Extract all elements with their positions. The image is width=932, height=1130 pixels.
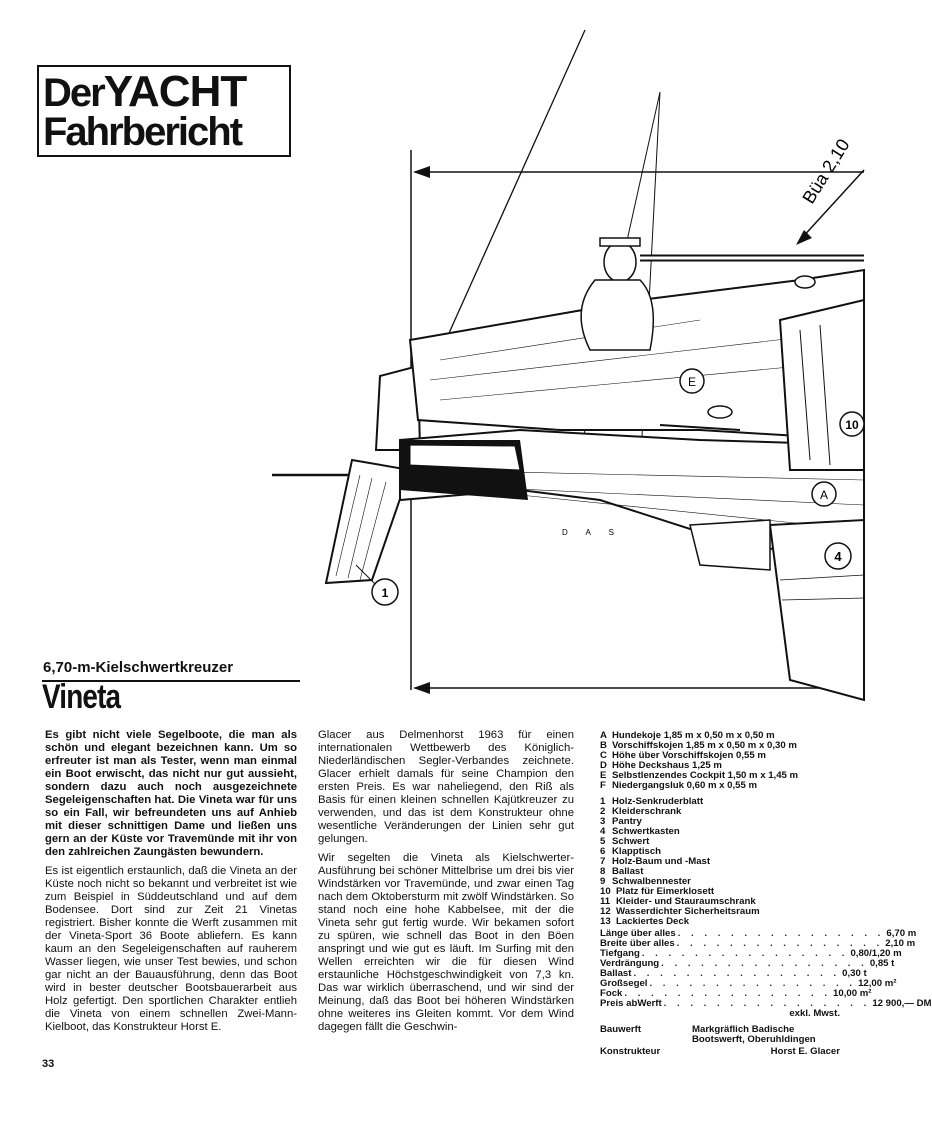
legend-key: 2 — [600, 806, 606, 817]
legend-text: Wasserdichter Sicherheitsraum — [616, 906, 760, 917]
legend-key: E — [600, 770, 607, 781]
legend-key: A — [600, 730, 607, 741]
legend-text: Holz-Senkruderblatt — [612, 796, 704, 807]
article-title: Vineta — [42, 678, 121, 716]
data-label: Preis abWerft — [600, 998, 662, 1009]
keel — [770, 520, 864, 700]
data-value: 12,00 m² — [858, 978, 897, 989]
svg-text:10: 10 — [845, 418, 859, 432]
dot-leader: . . . . . . . . . . . . . . . . — [624, 988, 832, 999]
data-label: Großsegel — [600, 978, 648, 989]
legend-key: 12 — [600, 906, 611, 917]
svg-text:1: 1 — [381, 586, 389, 600]
legend-key: 1 — [600, 796, 606, 807]
arrow-diagonal — [796, 230, 812, 245]
arrow-left-top — [413, 166, 430, 178]
konstrukteur-value: Horst E. Glacer — [770, 1046, 840, 1057]
price-note: exkl. Mwst. — [789, 1008, 840, 1019]
legend-key: 13 — [600, 916, 611, 927]
konstrukteur-label: Konstrukteur — [600, 1046, 661, 1057]
legend-text: Höhe über Vorschiffskojen 0,55 m — [612, 750, 766, 761]
data-value: 0,85 t — [869, 958, 895, 969]
text-column-1 — [45, 729, 297, 1040]
helmsman-head — [604, 242, 636, 282]
data-value: 2,10 m — [885, 938, 916, 949]
dot-leader: . . . . . . . . . . . . . . . . — [663, 998, 871, 1009]
dimension-label: Büa 2,10 — [798, 135, 854, 208]
logo-fahrbericht: Fahrbericht — [43, 110, 242, 154]
legend-key: 7 — [600, 856, 606, 867]
callout-a — [812, 482, 836, 506]
legend-numbers — [600, 797, 840, 927]
legend-text: Ballast — [612, 866, 644, 877]
arrow-left-bottom — [413, 682, 430, 694]
data-value: 6,70 m — [886, 928, 917, 939]
legend-text: Platz für Eimerklosett — [616, 886, 715, 897]
legend-key: 3 — [600, 816, 606, 827]
legend-text: Pantry — [612, 816, 642, 827]
svg-text:E: E — [687, 375, 697, 389]
svg-text:4: 4 — [834, 549, 842, 564]
data-label: Breite über alles — [600, 938, 675, 949]
body-paragraph-2: Glacer aus Delmenhorst 1963 für einen internationalen Wettbewerb des Königlich-Niederländischen Segler-Verbandes zeichnete. Glacer erhielt damals für seine Champion den ersten Preis. Es war naheliegend, den Riß als Basis für einen kleinen schnellen Kajütkreuzer zu verwenden, und das ist dem Konstrukteur ohne wesentliche Veränderungen der Linien sehr gut gelungen. — [318, 729, 574, 845]
logo-yacht: YACHT — [103, 67, 247, 116]
legend-letters — [600, 731, 840, 791]
body-paragraph-3: Wir segelten die Vineta als Kielschwerter-Ausführung bei schöner Mittelbrise um drei bis vier Windstärken vor Travemünde, und zwar einen Tag nach dem Oktobersturm mit zwölf Windstärken. So stand noch eine hohe Kabbelsee, mit der die Vineta sehr gut fertig wurde. Wir bekamen sofort zu spüren, wie schnell das Boot in den Böen anspringt und wie gut es läuft. Im Surfing mit den Wellen erreichten wir die für diesen Wind erstaunliche Höchstgeschwindigkeit von 7,3 kn. Das war wirklich überraschend, und wir sind der Meinung, daß das Boot bei höheren Windstärken ohne weiteres ins Gleiten kommt. Vor dem Wind dagegen fällt die Geschwin- — [318, 852, 574, 1033]
legend-key: C — [600, 750, 607, 761]
data-label: Verdrängung — [600, 958, 660, 969]
data-value: 12 900,— DM — [872, 998, 932, 1009]
body-paragraph: Es ist eigentlich erstaunlich, daß die Vineta an der Küste noch nicht so bekannt und verbreitet ist wie zum Beispiel in Süddeutschland und auf dem Bodensee. Dort sind zur Zeit 21 Vinetas registriert. Bisher konnte die Werft zusammen mit der Vineta-Sport 36 Boote abliefern. Es kann kaum an den Segeleigenschaften auf rauherem Wasser liegen, wie unser Test bewies, und schon gar nicht an der Bauausführung, denn das Boot wird in bester deutscher Bootsbauerarbeit aus Holz gefertigt. Den sportlichen Charakter entlieh die Vineta von einem schnellen Zwei-Mann-Kielboot, das Konstrukteur Horst E. — [45, 865, 297, 1033]
spec-list — [600, 730, 932, 1057]
svg-text:A: A — [819, 488, 829, 502]
data-label: Tiefgang — [600, 948, 640, 959]
data-value: 0,30 t — [842, 968, 867, 979]
legend-text: Lackiertes Deck — [616, 916, 690, 927]
legend-text: Niedergangsluk 0,60 m x 0,55 m — [612, 780, 758, 791]
lead-paragraph: Es gibt nicht viele Segelboote, die man als schön und elegant bezeichnen kann. Um so erfreuter ist man als Tester, wenn man einmal ein Boot erwischt, das nicht nur gut aussieht, sondern dazu auch noch ausgezeichnete Segeleigenschaften hat. Die Vineta war für uns so ein Fall, wir befreundeten uns auf Anhieb mit dieser schnittigen Dame und ließen uns gern an der Küste vor Travemünde mit ihr von den zahlreichen Zaungästen bewundern. — [45, 729, 297, 858]
legend-key: 9 — [600, 876, 606, 887]
dot-leader: . . . . . . . . . . . . . . . . — [633, 968, 841, 979]
text-column-2 — [318, 729, 574, 1040]
page-number: 33 — [42, 1058, 55, 1070]
callout-e — [680, 369, 704, 393]
legend-key: 11 — [600, 896, 611, 907]
legend-key: 5 — [600, 836, 606, 847]
legend-key: B — [600, 740, 607, 751]
legend-item — [600, 781, 840, 791]
bauwerft-label: Bauwerft — [600, 1024, 642, 1035]
legend-text: Höhe Deckshaus 1,25 m — [612, 760, 722, 771]
tiller-fitting — [708, 406, 732, 418]
legend-key: 6 — [600, 846, 606, 857]
article-subtitle: 6,70-m-Kielschwertkreuzer — [43, 659, 234, 676]
dot-leader: . . . . . . . . . . . . . . . . — [641, 948, 849, 959]
helmsman-body — [581, 280, 653, 350]
legend-text: Kleider- und Stauraumschrank — [616, 896, 756, 907]
legend-key: 10 — [600, 886, 611, 897]
dot-leader: . . . . . . . . . . . . . . . . — [661, 958, 868, 969]
callout-4 — [825, 543, 851, 569]
cap — [600, 238, 640, 246]
legend-text: Schwert — [612, 836, 650, 847]
data-value: 0,80/1,20 m — [850, 948, 902, 959]
logo-der: Der — [43, 71, 104, 115]
bauwerft-row — [600, 1025, 840, 1045]
legend-text: Holz-Baum und -Mast — [612, 856, 711, 867]
legend-item — [600, 917, 840, 927]
winch — [795, 276, 815, 288]
legend-key: F — [600, 780, 606, 791]
callout-1 — [356, 565, 398, 605]
legend-key: 8 — [600, 866, 606, 877]
legend-text: Klapptisch — [612, 846, 662, 857]
data-label: Fock — [600, 988, 623, 999]
legend-text: Schwalbennester — [612, 876, 691, 887]
data-label: Länge über alles — [600, 928, 676, 939]
hull-lettering: D A S — [562, 528, 623, 537]
legend-text: Selbstlenzendes Cockpit 1,50 m x 1,45 m — [612, 770, 799, 781]
data-value: 10,00 m² — [833, 988, 872, 999]
legend-key: 4 — [600, 826, 606, 837]
dot-leader: . . . . . . . . . . . . . . . . — [676, 938, 884, 949]
technical-data — [600, 928, 932, 1009]
dot-leader: . . . . . . . . . . . . . . . . — [649, 978, 857, 989]
konstrukteur-row — [600, 1047, 840, 1057]
callout-10 — [840, 412, 864, 436]
legend-text: Kleiderschrank — [612, 806, 682, 817]
data-label: Ballast — [600, 968, 632, 979]
legend-key: D — [600, 760, 607, 771]
legend-text: Vorschiffskojen 1,85 m x 0,50 m x 0,30 m — [612, 740, 797, 751]
legend-text: Schwertkasten — [612, 826, 680, 837]
cabin-house — [780, 300, 864, 470]
bauwerft-value: Markgräflich Badische Bootswerft, Oberuhldingen — [692, 1024, 816, 1045]
dot-leader: . . . . . . . . . . . . . . . . — [677, 928, 885, 939]
legend-text: Hundekoje 1,85 m x 0,50 m x 0,50 m — [612, 730, 775, 741]
